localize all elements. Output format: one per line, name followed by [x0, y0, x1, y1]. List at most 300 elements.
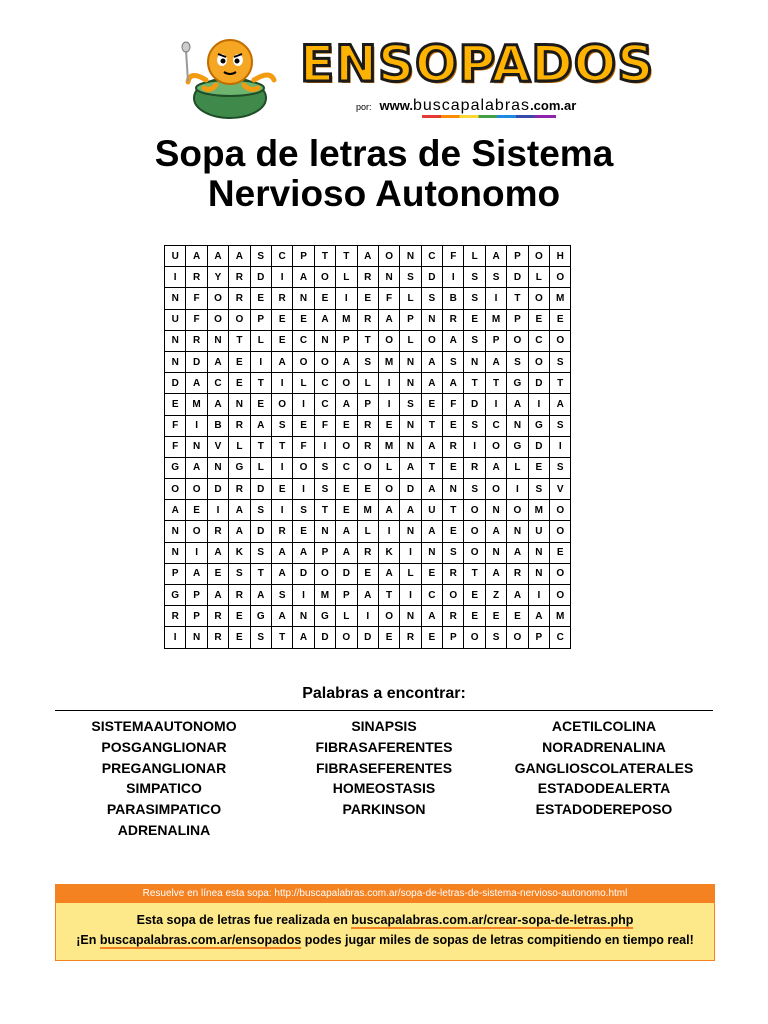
grid-cell: A [250, 585, 271, 606]
grid-cell: O [507, 627, 528, 648]
grid-cell: S [550, 457, 571, 478]
grid-cell: A [186, 457, 207, 478]
word-item: GANGLIOSCOLATERALES [514, 759, 694, 776]
grid-cell: O [186, 479, 207, 500]
grid-cell: A [293, 627, 314, 648]
grid-cell: M [485, 309, 506, 330]
grid-cell: A [507, 585, 528, 606]
grid-cell: F [293, 436, 314, 457]
grid-cell: D [207, 479, 228, 500]
grid-cell: G [165, 585, 186, 606]
grid-cell: A [528, 606, 549, 627]
grid-cell: D [528, 436, 549, 457]
grid-cell: E [357, 563, 378, 584]
grid-cell: P [293, 246, 314, 267]
grid-cell: E [421, 563, 442, 584]
grid-cell: F [314, 415, 335, 436]
grid-cell: C [421, 246, 442, 267]
grid-cell: E [336, 415, 357, 436]
grid-cell: I [293, 585, 314, 606]
grid-cell: I [507, 479, 528, 500]
grid-cell: L [400, 563, 421, 584]
grid-cell: P [357, 394, 378, 415]
grid-row [165, 330, 571, 351]
grid-cell: D [400, 479, 421, 500]
grid-cell: T [336, 246, 357, 267]
grid-cell: A [421, 521, 442, 542]
grid-cell: T [250, 373, 271, 394]
grid-cell: D [528, 373, 549, 394]
grid-cell: R [400, 627, 421, 648]
grid-cell: O [550, 521, 571, 542]
grid-cell: A [293, 267, 314, 288]
grid-cell: S [250, 246, 271, 267]
grid-cell: N [507, 521, 528, 542]
grid-cell: N [421, 309, 442, 330]
grid-cell: D [250, 267, 271, 288]
grid-cell: E [165, 394, 186, 415]
grid-cell: I [271, 373, 292, 394]
grid-cell: P [528, 627, 549, 648]
ensopados-link[interactable]: buscapalabras.com.ar/ensopados [99, 933, 302, 947]
grid-cell: R [271, 288, 292, 309]
grid-cell: K [229, 542, 250, 563]
grid-cell: N [528, 563, 549, 584]
grid-cell: S [485, 267, 506, 288]
grid-cell: L [400, 330, 421, 351]
create-soup-link[interactable]: buscapalabras.com.ar/crear-sopa-de-letras.php [351, 913, 634, 927]
grid-cell: S [314, 479, 335, 500]
grid-cell: P [186, 585, 207, 606]
grid-cell: S [250, 500, 271, 521]
grid-cell: N [400, 606, 421, 627]
grid-cell: L [400, 288, 421, 309]
word-item: NORADRENALINA [542, 738, 666, 755]
grid-cell: L [336, 606, 357, 627]
grid-cell: O [528, 288, 549, 309]
grid-cell: R [229, 288, 250, 309]
grid-cell: I [271, 457, 292, 478]
grid-cell: A [207, 351, 228, 372]
grid-cell: S [271, 415, 292, 436]
grid-cell: N [207, 330, 228, 351]
grid-cell: S [314, 457, 335, 478]
grid-cell: T [464, 373, 485, 394]
grid-cell: D [357, 627, 378, 648]
grid-cell: A [443, 330, 464, 351]
grid-cell: A [485, 521, 506, 542]
grid-cell: L [357, 521, 378, 542]
grid-cell: N [400, 436, 421, 457]
grid-cell: P [485, 330, 506, 351]
grid-cell: D [507, 267, 528, 288]
grid-cell: O [550, 585, 571, 606]
grid-cell: O [314, 351, 335, 372]
grid-cell: I [165, 627, 186, 648]
grid-cell: O [550, 500, 571, 521]
grid-cell: A [485, 351, 506, 372]
grid-cell: A [229, 246, 250, 267]
grid-cell: R [207, 521, 228, 542]
grid-cell: P [443, 627, 464, 648]
grid-cell: N [314, 330, 335, 351]
grid-cell: D [186, 351, 207, 372]
grid-cell: C [293, 330, 314, 351]
grid-cell: A [336, 521, 357, 542]
grid-cell: I [271, 267, 292, 288]
grid-cell: I [378, 394, 399, 415]
grid-cell: A [378, 309, 399, 330]
grid-cell: R [229, 585, 250, 606]
grid-cell: I [207, 500, 228, 521]
grid-cell: P [186, 606, 207, 627]
grid-cell: T [271, 436, 292, 457]
grid-cell: A [271, 606, 292, 627]
rainbow-underline [422, 115, 556, 118]
grid-cell: E [550, 542, 571, 563]
grid-cell: E [443, 415, 464, 436]
grid-cell: E [485, 606, 506, 627]
grid-cell: A [186, 246, 207, 267]
grid-cell: A [229, 500, 250, 521]
grid-cell: C [271, 246, 292, 267]
grid-cell: A [485, 246, 506, 267]
grid-cell: O [485, 436, 506, 457]
grid-cell: F [443, 394, 464, 415]
grid-cell: N [400, 521, 421, 542]
grid-cell: I [550, 436, 571, 457]
grid-cell: I [485, 394, 506, 415]
grid-cell: T [250, 563, 271, 584]
grid-cell: E [250, 394, 271, 415]
grid-cell: O [464, 627, 485, 648]
grid-cell: C [336, 457, 357, 478]
grid-cell: I [443, 267, 464, 288]
grid-cell: E [229, 351, 250, 372]
grid-cell: T [464, 563, 485, 584]
grid-cell: L [464, 246, 485, 267]
grid-cell: S [271, 585, 292, 606]
word-item: FIBRASEFERENTES [315, 759, 453, 776]
grid-cell: G [250, 606, 271, 627]
word-item: PARKINSON [342, 801, 426, 818]
grid-row [165, 267, 571, 288]
grid-cell: C [485, 415, 506, 436]
word-list-column-1 [55, 716, 273, 841]
grid-cell: A [485, 563, 506, 584]
grid-cell: P [336, 585, 357, 606]
grid-cell: L [528, 267, 549, 288]
grid-cell: T [507, 288, 528, 309]
grid-cell: R [165, 606, 186, 627]
grid-cell: A [507, 394, 528, 415]
grid-cell: E [378, 415, 399, 436]
word-item: POSGANGLIONAR [101, 738, 227, 755]
grid-cell: T [314, 500, 335, 521]
word-item: HOMEOSTASIS [332, 780, 436, 797]
grid-cell: E [271, 479, 292, 500]
grid-cell: R [229, 415, 250, 436]
grid-cell: M [550, 288, 571, 309]
grid-cell: M [357, 500, 378, 521]
grid-cell: E [464, 585, 485, 606]
grid-cell: D [314, 627, 335, 648]
grid-cell: A [207, 246, 228, 267]
online-solve-link[interactable]: Resuelve en línea esta sopa: http://buscapalabras.com.ar/sopa-de-letras-de-sistema-nervioso-autonomo.html [56, 885, 714, 903]
grid-cell: E [336, 500, 357, 521]
grid-cell: A [378, 500, 399, 521]
grid-cell: G [314, 606, 335, 627]
grid-cell: T [357, 330, 378, 351]
grid-cell: L [229, 436, 250, 457]
grid-cell: E [421, 627, 442, 648]
grid-cell: N [229, 394, 250, 415]
grid-cell: N [400, 373, 421, 394]
word-item: FIBRASAFERENTES [315, 738, 453, 755]
grid-cell: O [464, 521, 485, 542]
grid-cell: E [293, 309, 314, 330]
grid-cell: D [421, 267, 442, 288]
grid-row [165, 373, 571, 394]
grid-cell: M [528, 500, 549, 521]
octopus-mascot-logo [180, 30, 280, 125]
grid-cell: D [336, 563, 357, 584]
grid-cell: A [186, 373, 207, 394]
grid-cell: O [186, 521, 207, 542]
grid-cell: A [271, 351, 292, 372]
grid-cell: N [400, 415, 421, 436]
grid-cell: O [378, 606, 399, 627]
footer-line-2: ¡En buscapalabras.com.ar/ensopados podes jugar miles de sopas de letras compitiendo en tiempo real! [76, 933, 694, 947]
grid-cell: N [314, 521, 335, 542]
grid-cell: S [250, 627, 271, 648]
grid-cell: I [336, 288, 357, 309]
grid-cell: E [229, 606, 250, 627]
grid-cell: N [400, 246, 421, 267]
grid-cell: S [528, 479, 549, 500]
grid-cell: S [464, 415, 485, 436]
grid-cell: O [271, 394, 292, 415]
grid-cell: A [400, 500, 421, 521]
grid-cell: O [528, 246, 549, 267]
grid-cell: E [293, 521, 314, 542]
grid-cell: I [357, 606, 378, 627]
grid-cell: P [507, 309, 528, 330]
grid-cell: N [443, 479, 464, 500]
grid-cell: T [485, 373, 506, 394]
grid-cell: S [293, 500, 314, 521]
grid-cell: O [378, 246, 399, 267]
word-list-column-3 [495, 716, 713, 820]
grid-cell: A [550, 394, 571, 415]
grid-cell: O [314, 563, 335, 584]
grid-cell: I [186, 415, 207, 436]
grid-row [165, 436, 571, 457]
grid-cell: N [165, 521, 186, 542]
grid-cell: T [250, 436, 271, 457]
grid-cell: T [443, 500, 464, 521]
grid-cell: M [550, 606, 571, 627]
grid-cell: O [485, 479, 506, 500]
grid-cell: I [464, 436, 485, 457]
grid-cell: I [293, 479, 314, 500]
grid-cell: I [485, 288, 506, 309]
grid-cell: O [550, 330, 571, 351]
word-item: SINAPSIS [351, 718, 417, 734]
grid-cell: O [421, 330, 442, 351]
grid-row [165, 606, 571, 627]
grid-cell: N [293, 606, 314, 627]
grid-cell: F [443, 246, 464, 267]
grid-cell: O [464, 500, 485, 521]
grid-cell: E [464, 606, 485, 627]
grid-cell: M [314, 585, 335, 606]
grid-cell: S [400, 267, 421, 288]
grid-cell: L [378, 457, 399, 478]
page-title: Sopa de letras de Sistema Nervioso Autonomo [154, 133, 614, 214]
word-item: SIMPATICO [126, 780, 202, 797]
grid-cell: E [421, 394, 442, 415]
grid-cell: G [229, 457, 250, 478]
grid-row [165, 394, 571, 415]
grid-cell: S [507, 351, 528, 372]
grid-cell: I [378, 521, 399, 542]
grid-cell: U [528, 521, 549, 542]
grid-cell: I [293, 394, 314, 415]
grid-cell: D [464, 394, 485, 415]
grid-cell: E [207, 563, 228, 584]
grid-cell: R [207, 627, 228, 648]
grid-cell: Z [485, 585, 506, 606]
grid-cell: A [421, 606, 442, 627]
grid-cell: R [464, 457, 485, 478]
grid-cell: C [207, 373, 228, 394]
word-item: ESTADODEREPOSO [535, 801, 673, 818]
grid-cell: E [229, 627, 250, 648]
grid-cell: D [250, 479, 271, 500]
word-item: SISTEMAAUTONOMO [91, 718, 237, 734]
grid-row [165, 351, 571, 372]
grid-cell: S [357, 351, 378, 372]
grid-cell: Y [207, 267, 228, 288]
grid-cell: A [357, 585, 378, 606]
grid-cell: R [186, 330, 207, 351]
grid-cell: E [186, 500, 207, 521]
grid-cell: I [528, 394, 549, 415]
grid-cell: G [507, 436, 528, 457]
grid-cell: E [443, 457, 464, 478]
grid-cell: A [293, 542, 314, 563]
grid-cell: M [186, 394, 207, 415]
grid-row [165, 542, 571, 563]
logo-text: ENSOPADOS [300, 35, 655, 93]
grid-cell: N [485, 542, 506, 563]
word-item: ACETILCOLINA [551, 718, 657, 734]
grid-cell: E [357, 479, 378, 500]
grid-cell: P [336, 330, 357, 351]
grid-cell: B [207, 415, 228, 436]
grid-cell: E [271, 330, 292, 351]
grid-cell: A [400, 457, 421, 478]
grid-cell: T [550, 373, 571, 394]
grid-row [165, 415, 571, 436]
grid-cell: F [186, 288, 207, 309]
grid-row [165, 457, 571, 478]
grid-cell: S [443, 542, 464, 563]
ensopados-logo [300, 34, 655, 94]
word-item: ADRENALINA [117, 821, 211, 838]
grid-cell: N [528, 542, 549, 563]
grid-cell: A [421, 479, 442, 500]
grid-cell: O [207, 288, 228, 309]
letter-grid [164, 245, 571, 649]
grid-cell: S [550, 415, 571, 436]
grid-cell: O [314, 267, 335, 288]
grid-cell: F [165, 415, 186, 436]
grid-cell: T [421, 457, 442, 478]
grid-cell: O [336, 627, 357, 648]
grid-cell: R [357, 436, 378, 457]
grid-cell: E [528, 309, 549, 330]
grid-cell: I [250, 351, 271, 372]
grid-cell: S [443, 351, 464, 372]
grid-cell: V [550, 479, 571, 500]
grid-cell: A [250, 415, 271, 436]
grid-cell: D [293, 563, 314, 584]
grid-cell: C [528, 330, 549, 351]
grid-cell: R [186, 267, 207, 288]
grid-row [165, 288, 571, 309]
grid-cell: E [250, 288, 271, 309]
grid-cell: I [271, 500, 292, 521]
grid-cell: A [421, 373, 442, 394]
grid-cell: E [528, 457, 549, 478]
grid-cell: A [443, 373, 464, 394]
grid-cell: N [378, 267, 399, 288]
grid-cell: E [357, 288, 378, 309]
grid-cell: I [314, 436, 335, 457]
grid-cell: N [207, 457, 228, 478]
grid-cell: N [165, 330, 186, 351]
grid-cell: O [528, 351, 549, 372]
grid-cell: T [421, 415, 442, 436]
grid-cell: N [186, 436, 207, 457]
grid-cell: N [165, 351, 186, 372]
grid-cell: E [336, 479, 357, 500]
grid-cell: F [378, 288, 399, 309]
grid-cell: O [229, 309, 250, 330]
grid-cell: S [421, 288, 442, 309]
grid-cell: U [165, 246, 186, 267]
grid-cell: P [400, 309, 421, 330]
grid-cell: N [485, 500, 506, 521]
grid-cell: N [464, 351, 485, 372]
grid-row [165, 479, 571, 500]
grid-cell: A [207, 585, 228, 606]
word-item: PREGANGLIONAR [101, 759, 227, 776]
grid-cell: C [314, 373, 335, 394]
grid-cell: B [443, 288, 464, 309]
grid-cell: R [443, 606, 464, 627]
grid-row [165, 585, 571, 606]
grid-cell: L [250, 457, 271, 478]
grid-cell: P [314, 542, 335, 563]
grid-cell: I [528, 585, 549, 606]
grid-cell: N [421, 542, 442, 563]
grid-cell: L [250, 330, 271, 351]
grid-cell: M [378, 436, 399, 457]
word-item: ESTADODEALERTA [537, 780, 671, 797]
